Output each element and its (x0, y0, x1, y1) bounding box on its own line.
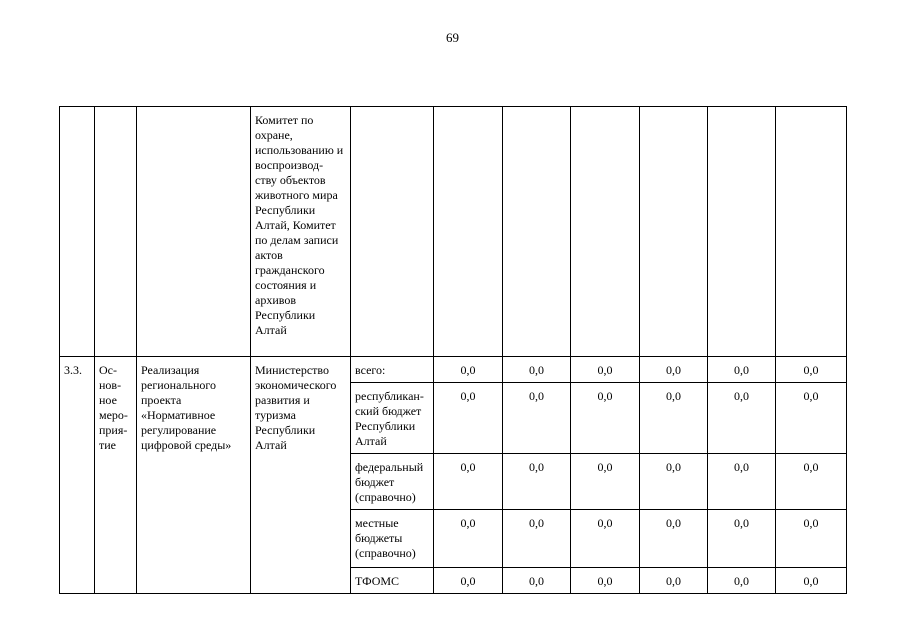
value-cell: 0,0 (503, 510, 571, 568)
value-cell: 0,0 (640, 357, 708, 383)
funding-source-cell: местные бюджеты (справочно) (351, 510, 434, 568)
value-cell: 0,0 (434, 568, 503, 594)
value-cell: 0,0 (503, 357, 571, 383)
value-cell: 0,0 (776, 454, 847, 510)
funding-source-cell: ТФОМС (351, 568, 434, 594)
value-cell: 0,0 (571, 357, 640, 383)
empty-cell (776, 107, 847, 357)
value-cell: 0,0 (434, 383, 503, 454)
value-cell: 0,0 (640, 383, 708, 454)
funding-source-cell: республикан- ский бюджет Республики Алтай (351, 383, 434, 454)
value-cell: 0,0 (640, 510, 708, 568)
funding-source-cell: федеральный бюджет (справочно) (351, 454, 434, 510)
value-cell: 0,0 (708, 383, 776, 454)
budget-table (59, 106, 847, 594)
value-cell: 0,0 (640, 454, 708, 510)
value-cell: 0,0 (640, 568, 708, 594)
value-cell: 0,0 (571, 454, 640, 510)
activity-number-cell: 3.3. (60, 357, 95, 594)
value-cell: 0,0 (571, 568, 640, 594)
value-cell: 0,0 (708, 454, 776, 510)
value-cell: 0,0 (503, 568, 571, 594)
value-cell: 0,0 (776, 510, 847, 568)
value-cell: 0,0 (434, 357, 503, 383)
value-cell: 0,0 (708, 357, 776, 383)
empty-cell (434, 107, 503, 357)
empty-cell (137, 107, 251, 357)
value-cell: 0,0 (571, 383, 640, 454)
page-number: 69 (446, 30, 459, 45)
activity-executor-cell: Министерство экономического развития и туризма Республики Алтай (251, 357, 351, 594)
funding-source-cell: всего: (351, 357, 434, 383)
value-cell: 0,0 (776, 357, 847, 383)
activity-name-cell: Реализация регионального проекта «Нормативное регулирование цифровой среды» (137, 357, 251, 594)
value-cell: 0,0 (434, 454, 503, 510)
funding-row-total (60, 357, 847, 383)
value-cell: 0,0 (503, 383, 571, 454)
value-cell: 0,0 (571, 510, 640, 568)
value-cell: 0,0 (776, 568, 847, 594)
value-cell: 0,0 (708, 568, 776, 594)
empty-cell (640, 107, 708, 357)
committee-row (60, 107, 847, 357)
value-cell: 0,0 (503, 454, 571, 510)
empty-cell (571, 107, 640, 357)
executor-committee-cell: Комитет по охране, использованию и воспроизвод- ству объектов животного мира Республики Алтай, Комитет по делам записи актов гражданского состояния и архивов Республики Алтай (251, 107, 351, 357)
empty-cell (95, 107, 137, 357)
value-cell: 0,0 (708, 510, 776, 568)
empty-cell (503, 107, 571, 357)
value-cell: 0,0 (776, 383, 847, 454)
value-cell: 0,0 (434, 510, 503, 568)
empty-cell (708, 107, 776, 357)
empty-cell (351, 107, 434, 357)
empty-cell (60, 107, 95, 357)
activity-type-cell: Ос- нов- ное меро- прия- тие (95, 357, 137, 594)
